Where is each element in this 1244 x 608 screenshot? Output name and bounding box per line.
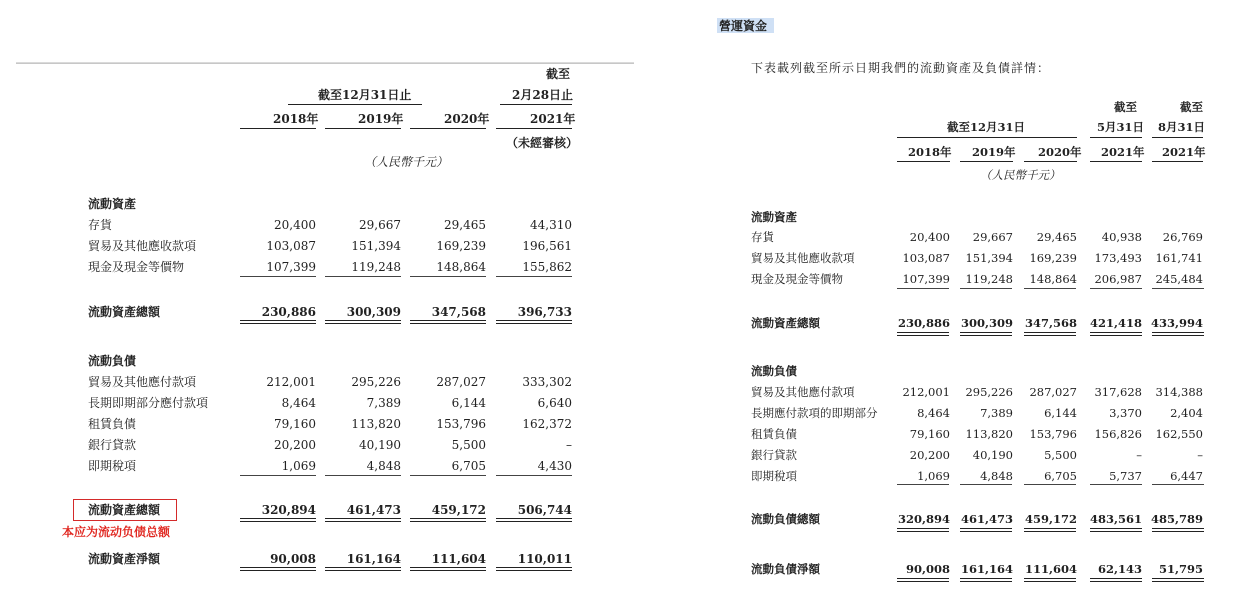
left-net-value: 161,164 <box>346 552 401 566</box>
right-liab-total-value: 483,561 <box>1089 512 1142 526</box>
right-year-2018: 2018年 <box>908 145 952 159</box>
right-liab-total-value: 461,473 <box>960 512 1013 526</box>
left-liab-row-value: 4,430 <box>537 459 572 473</box>
left-asset-row-label: 現金及現金等價物 <box>88 260 185 274</box>
right-net-value: 90,008 <box>905 562 950 576</box>
right-net-value: 51,795 <box>1158 562 1203 576</box>
right-liab-row-value: 5,737 <box>1109 469 1142 483</box>
left-liab-total-value: 506,744 <box>517 503 572 517</box>
left-net-value: 110,011 <box>517 552 572 566</box>
right-group-label: 截至12月31日 <box>947 120 1026 134</box>
right-liab-total-double-underline <box>1090 528 1142 532</box>
right-asset-row-label: 現金及現金等價物 <box>751 272 843 286</box>
left-liab-total-double-underline <box>240 518 316 522</box>
left-liab-row-value: 79,160 <box>274 417 316 431</box>
right-liab-row-value: 6,705 <box>1044 469 1077 483</box>
right-col4-line1: 截至 <box>1114 100 1137 114</box>
left-asset-sub-single-underline <box>496 276 572 277</box>
left-assets-total-double-underline <box>496 320 572 324</box>
left-liab-row-label: 銀行貸款 <box>88 438 137 452</box>
right-asset-row-value: 20,400 <box>909 230 950 244</box>
right-net-label: 流動負債淨額 <box>751 562 820 576</box>
left-net-value: 111,604 <box>431 552 486 566</box>
right-liab-row-value: 79,160 <box>909 427 950 441</box>
left-liab-row-value: 4,848 <box>366 459 401 473</box>
right-asset-row-value: 169,239 <box>1029 251 1077 265</box>
right-assets-total-double-underline <box>897 332 949 336</box>
right-net-value: 161,164 <box>960 562 1013 576</box>
right-year-2019: 2019年 <box>972 145 1016 159</box>
left-year-underline-2 <box>325 128 401 129</box>
right-assets-total-double-underline <box>1090 332 1142 336</box>
left-asset-row-value: 151,394 <box>351 239 401 253</box>
right-liab-row-value: 113,820 <box>965 427 1013 441</box>
left-current-assets-title: 流動資產 <box>88 197 137 211</box>
right-liab-row-label: 租賃負債 <box>751 427 797 441</box>
right-liab-total-value: 459,172 <box>1024 512 1077 526</box>
left-net-double-underline <box>410 567 486 571</box>
right-asset-row-value: 29,667 <box>972 230 1013 244</box>
right-asset-row-value: 245,484 <box>1155 272 1203 286</box>
left-year-2021: 2021年 <box>530 112 576 126</box>
right-liab-sub-single-underline <box>960 484 1012 485</box>
left-assets-total-value: 347,568 <box>431 305 486 319</box>
error-highlight-box <box>73 499 177 521</box>
right-liab-total-double-underline <box>897 528 949 532</box>
right-col4-line2: 5月31日 <box>1097 120 1145 134</box>
left-asset-row-value: 107,399 <box>266 260 316 274</box>
left-asset-sub-single-underline <box>325 276 401 277</box>
left-liab-row-value: 40,190 <box>359 438 401 452</box>
right-liab-row-value: 314,388 <box>1155 385 1203 399</box>
right-liab-row-value: 2,404 <box>1170 406 1203 420</box>
left-liab-total-label: 流動資產總額 <box>88 503 161 517</box>
right-year-underline-3 <box>1024 161 1077 162</box>
left-assets-total-double-underline <box>240 320 316 324</box>
correction-annotation: 本应为流动负债总额 <box>62 525 171 539</box>
left-net-double-underline <box>325 567 401 571</box>
left-assets-total-double-underline <box>325 320 401 324</box>
left-liab-sub-single-underline <box>410 475 486 476</box>
right-liab-row-value: 7,389 <box>980 406 1013 420</box>
right-asset-row-label: 存貨 <box>751 230 774 244</box>
right-liab-row-value: 1,069 <box>917 469 950 483</box>
right-assets-total-value: 347,568 <box>1024 316 1077 330</box>
right-asset-sub-single-underline <box>1090 288 1142 289</box>
right-year-2020: 2020年 <box>1038 145 1082 159</box>
left-liab-sub-single-underline <box>240 475 316 476</box>
left-year-2020: 2020年 <box>444 112 490 126</box>
right-net-double-underline <box>1152 578 1204 582</box>
right-current-liabilities-title: 流動負債 <box>751 364 797 378</box>
left-liab-total-value: 320,894 <box>261 503 316 517</box>
right-year-underline-2 <box>960 161 1013 162</box>
left-currency-note: （人民幣千元） <box>364 155 449 169</box>
left-assets-total-label: 流動資產總額 <box>88 305 161 319</box>
right-liab-sub-single-underline <box>1090 484 1142 485</box>
right-liab-sub-single-underline <box>1152 484 1204 485</box>
left-liab-total-value: 461,473 <box>346 503 401 517</box>
right-liab-row-label: 即期稅項 <box>751 469 797 483</box>
left-liab-total-value: 459,172 <box>431 503 486 517</box>
left-asset-row-value: 44,310 <box>530 218 572 232</box>
right-asset-sub-single-underline <box>960 288 1012 289</box>
left-liab-total-double-underline <box>496 518 572 522</box>
left-assets-total-value: 230,886 <box>261 305 316 319</box>
right-liab-total-value: 485,789 <box>1150 512 1203 526</box>
right-liab-row-label: 銀行貸款 <box>751 448 797 462</box>
left-year-2018: 2018年 <box>273 112 319 126</box>
right-asset-row-value: 40,938 <box>1101 230 1142 244</box>
left-year-underline-4 <box>496 128 572 129</box>
right-currency-note: （人民幣千元） <box>980 168 1061 182</box>
right-assets-total-double-underline <box>1152 332 1204 336</box>
right-col5-line2: 8月31日 <box>1158 120 1206 134</box>
left-liab-row-value: 8,464 <box>281 396 316 410</box>
right-liab-row-value: – <box>1136 448 1142 462</box>
left-group-underline <box>288 104 422 105</box>
left-liab-row-value: 6,640 <box>537 396 572 410</box>
left-asset-row-value: 119,248 <box>351 260 401 274</box>
right-net-double-underline <box>1024 578 1076 582</box>
left-net-double-underline <box>240 567 316 571</box>
left-liab-row-label: 貿易及其他應付款項 <box>88 375 197 389</box>
right-liab-total-label: 流動負債總額 <box>751 512 820 526</box>
right-net-double-underline <box>1090 578 1142 582</box>
right-asset-sub-single-underline <box>1152 288 1204 289</box>
right-liab-row-value: 212,001 <box>902 385 950 399</box>
right-net-value: 111,604 <box>1024 562 1077 576</box>
right-assets-total-value: 300,309 <box>960 316 1013 330</box>
right-net-double-underline <box>960 578 1012 582</box>
left-liab-row-label: 租賃負債 <box>88 417 137 431</box>
right-liab-sub-single-underline <box>1024 484 1076 485</box>
right-asset-row-value: 103,087 <box>902 251 950 265</box>
left-last-col-line1: 截至 <box>546 67 571 81</box>
right-current-assets-title: 流動資產 <box>751 210 797 224</box>
right-liab-row-value: 295,226 <box>965 385 1013 399</box>
left-current-liabilities-title: 流動負債 <box>88 354 137 368</box>
left-asset-row-value: 148,864 <box>436 260 486 274</box>
section-title: 營運資金 <box>719 19 768 33</box>
left-asset-row-value: 155,862 <box>522 260 572 274</box>
right-net-value: 62,143 <box>1097 562 1142 576</box>
right-liab-row-value: 4,848 <box>980 469 1013 483</box>
left-liab-row-value: 5,500 <box>451 438 486 452</box>
right-asset-sub-single-underline <box>897 288 949 289</box>
right-asset-row-value: 151,394 <box>965 251 1013 265</box>
left-year-underline-1 <box>240 128 316 129</box>
intro-text: 下表載列截至所示日期我們的流動資產及負債詳情： <box>751 61 1051 75</box>
right-asset-row-label: 貿易及其他應收款項 <box>751 251 855 265</box>
right-asset-row-value: 206,987 <box>1094 272 1142 286</box>
right-liab-row-value: 317,628 <box>1094 385 1142 399</box>
right-liab-row-value: 287,027 <box>1029 385 1077 399</box>
left-liab-total-double-underline <box>325 518 401 522</box>
left-asset-row-label: 存貨 <box>88 218 113 232</box>
left-asset-row-value: 196,561 <box>522 239 572 253</box>
left-net-double-underline <box>496 567 572 571</box>
left-asset-sub-single-underline <box>240 276 316 277</box>
left-liab-row-value: 7,389 <box>366 396 401 410</box>
right-liab-row-label: 貿易及其他應付款項 <box>751 385 855 399</box>
right-asset-row-value: 26,769 <box>1162 230 1203 244</box>
right-asset-row-value: 29,465 <box>1036 230 1077 244</box>
right-liab-sub-single-underline <box>897 484 949 485</box>
left-last-col-underline <box>500 104 572 105</box>
left-liab-row-value: 6,705 <box>451 459 486 473</box>
right-liab-row-value: 3,370 <box>1109 406 1142 420</box>
left-liab-row-value: – <box>566 438 572 452</box>
right-liab-row-value: 6,447 <box>1170 469 1203 483</box>
right-liab-row-value: 6,144 <box>1044 406 1077 420</box>
left-liab-sub-single-underline <box>325 475 401 476</box>
left-unaudited-note: （未經審核） <box>506 136 579 150</box>
right-liab-row-value: 20,200 <box>909 448 950 462</box>
left-asset-row-value: 29,667 <box>359 218 401 232</box>
right-liab-row-value: 156,826 <box>1094 427 1142 441</box>
right-col5-underline <box>1152 137 1203 138</box>
right-asset-row-value: 173,493 <box>1094 251 1142 265</box>
right-asset-row-value: 161,741 <box>1155 251 1203 265</box>
left-liab-total-double-underline <box>410 518 486 522</box>
right-liab-row-label: 長期應付款項的即期部分 <box>751 406 878 420</box>
right-assets-total-value: 433,994 <box>1150 316 1203 330</box>
right-liab-row-value: – <box>1197 448 1203 462</box>
right-asset-sub-single-underline <box>1024 288 1076 289</box>
right-assets-total-label: 流動資產總額 <box>751 316 820 330</box>
right-assets-total-double-underline <box>960 332 1012 336</box>
right-year-underline-4 <box>1090 161 1142 162</box>
right-asset-row-value: 107,399 <box>902 272 950 286</box>
left-asset-row-value: 29,465 <box>444 218 486 232</box>
right-net-double-underline <box>897 578 949 582</box>
right-liab-row-value: 5,500 <box>1044 448 1077 462</box>
right-liab-total-double-underline <box>960 528 1012 532</box>
right-liab-row-value: 8,464 <box>917 406 950 420</box>
right-col5-line1: 截至 <box>1180 100 1203 114</box>
left-liab-row-value: 295,226 <box>351 375 401 389</box>
right-col4-underline <box>1090 137 1142 138</box>
left-liab-sub-single-underline <box>496 475 572 476</box>
right-liab-total-value: 320,894 <box>897 512 950 526</box>
left-liab-row-value: 162,372 <box>522 417 572 431</box>
right-liab-total-double-underline <box>1152 528 1204 532</box>
left-liab-row-value: 212,001 <box>266 375 316 389</box>
left-liab-row-value: 20,200 <box>274 438 316 452</box>
left-liab-row-value: 153,796 <box>436 417 486 431</box>
right-asset-row-value: 148,864 <box>1029 272 1077 286</box>
right-year-underline-5 <box>1152 161 1203 162</box>
left-asset-row-value: 169,239 <box>436 239 486 253</box>
left-liab-row-label: 長期即期部分應付款項 <box>88 396 209 410</box>
left-net-label: 流動資產淨額 <box>88 552 161 566</box>
left-liab-row-value: 287,027 <box>436 375 486 389</box>
left-liab-row-value: 333,302 <box>522 375 572 389</box>
left-group-label: 截至12月31日止 <box>318 88 412 102</box>
right-assets-total-value: 230,886 <box>897 316 950 330</box>
right-liab-row-value: 153,796 <box>1029 427 1077 441</box>
left-liab-row-label: 即期稅項 <box>88 459 137 473</box>
right-year-2021b: 2021年 <box>1162 145 1206 159</box>
right-asset-row-value: 119,248 <box>965 272 1013 286</box>
left-asset-row-value: 20,400 <box>274 218 316 232</box>
right-liab-total-double-underline <box>1024 528 1076 532</box>
left-asset-row-label: 貿易及其他應收款項 <box>88 239 197 253</box>
left-assets-total-value: 300,309 <box>346 305 401 319</box>
left-liab-row-value: 113,820 <box>351 417 401 431</box>
right-liab-row-value: 40,190 <box>972 448 1013 462</box>
left-asset-sub-single-underline <box>410 276 486 277</box>
right-assets-total-value: 421,418 <box>1089 316 1142 330</box>
right-assets-total-double-underline <box>1024 332 1076 336</box>
right-group-underline <box>897 137 1077 138</box>
right-year-underline-1 <box>897 161 950 162</box>
left-asset-row-value: 103,087 <box>266 239 316 253</box>
right-liab-row-value: 162,550 <box>1155 427 1203 441</box>
left-year-underline-3 <box>410 128 486 129</box>
left-liab-row-value: 1,069 <box>281 459 316 473</box>
left-net-value: 90,008 <box>270 552 316 566</box>
left-year-2019: 2019年 <box>358 112 404 126</box>
left-assets-total-double-underline <box>410 320 486 324</box>
left-assets-total-value: 396,733 <box>517 305 572 319</box>
right-year-2021a: 2021年 <box>1101 145 1145 159</box>
left-last-col-line2: 2月28日止 <box>512 88 574 102</box>
top-divider <box>16 62 634 64</box>
left-liab-row-value: 6,144 <box>451 396 486 410</box>
